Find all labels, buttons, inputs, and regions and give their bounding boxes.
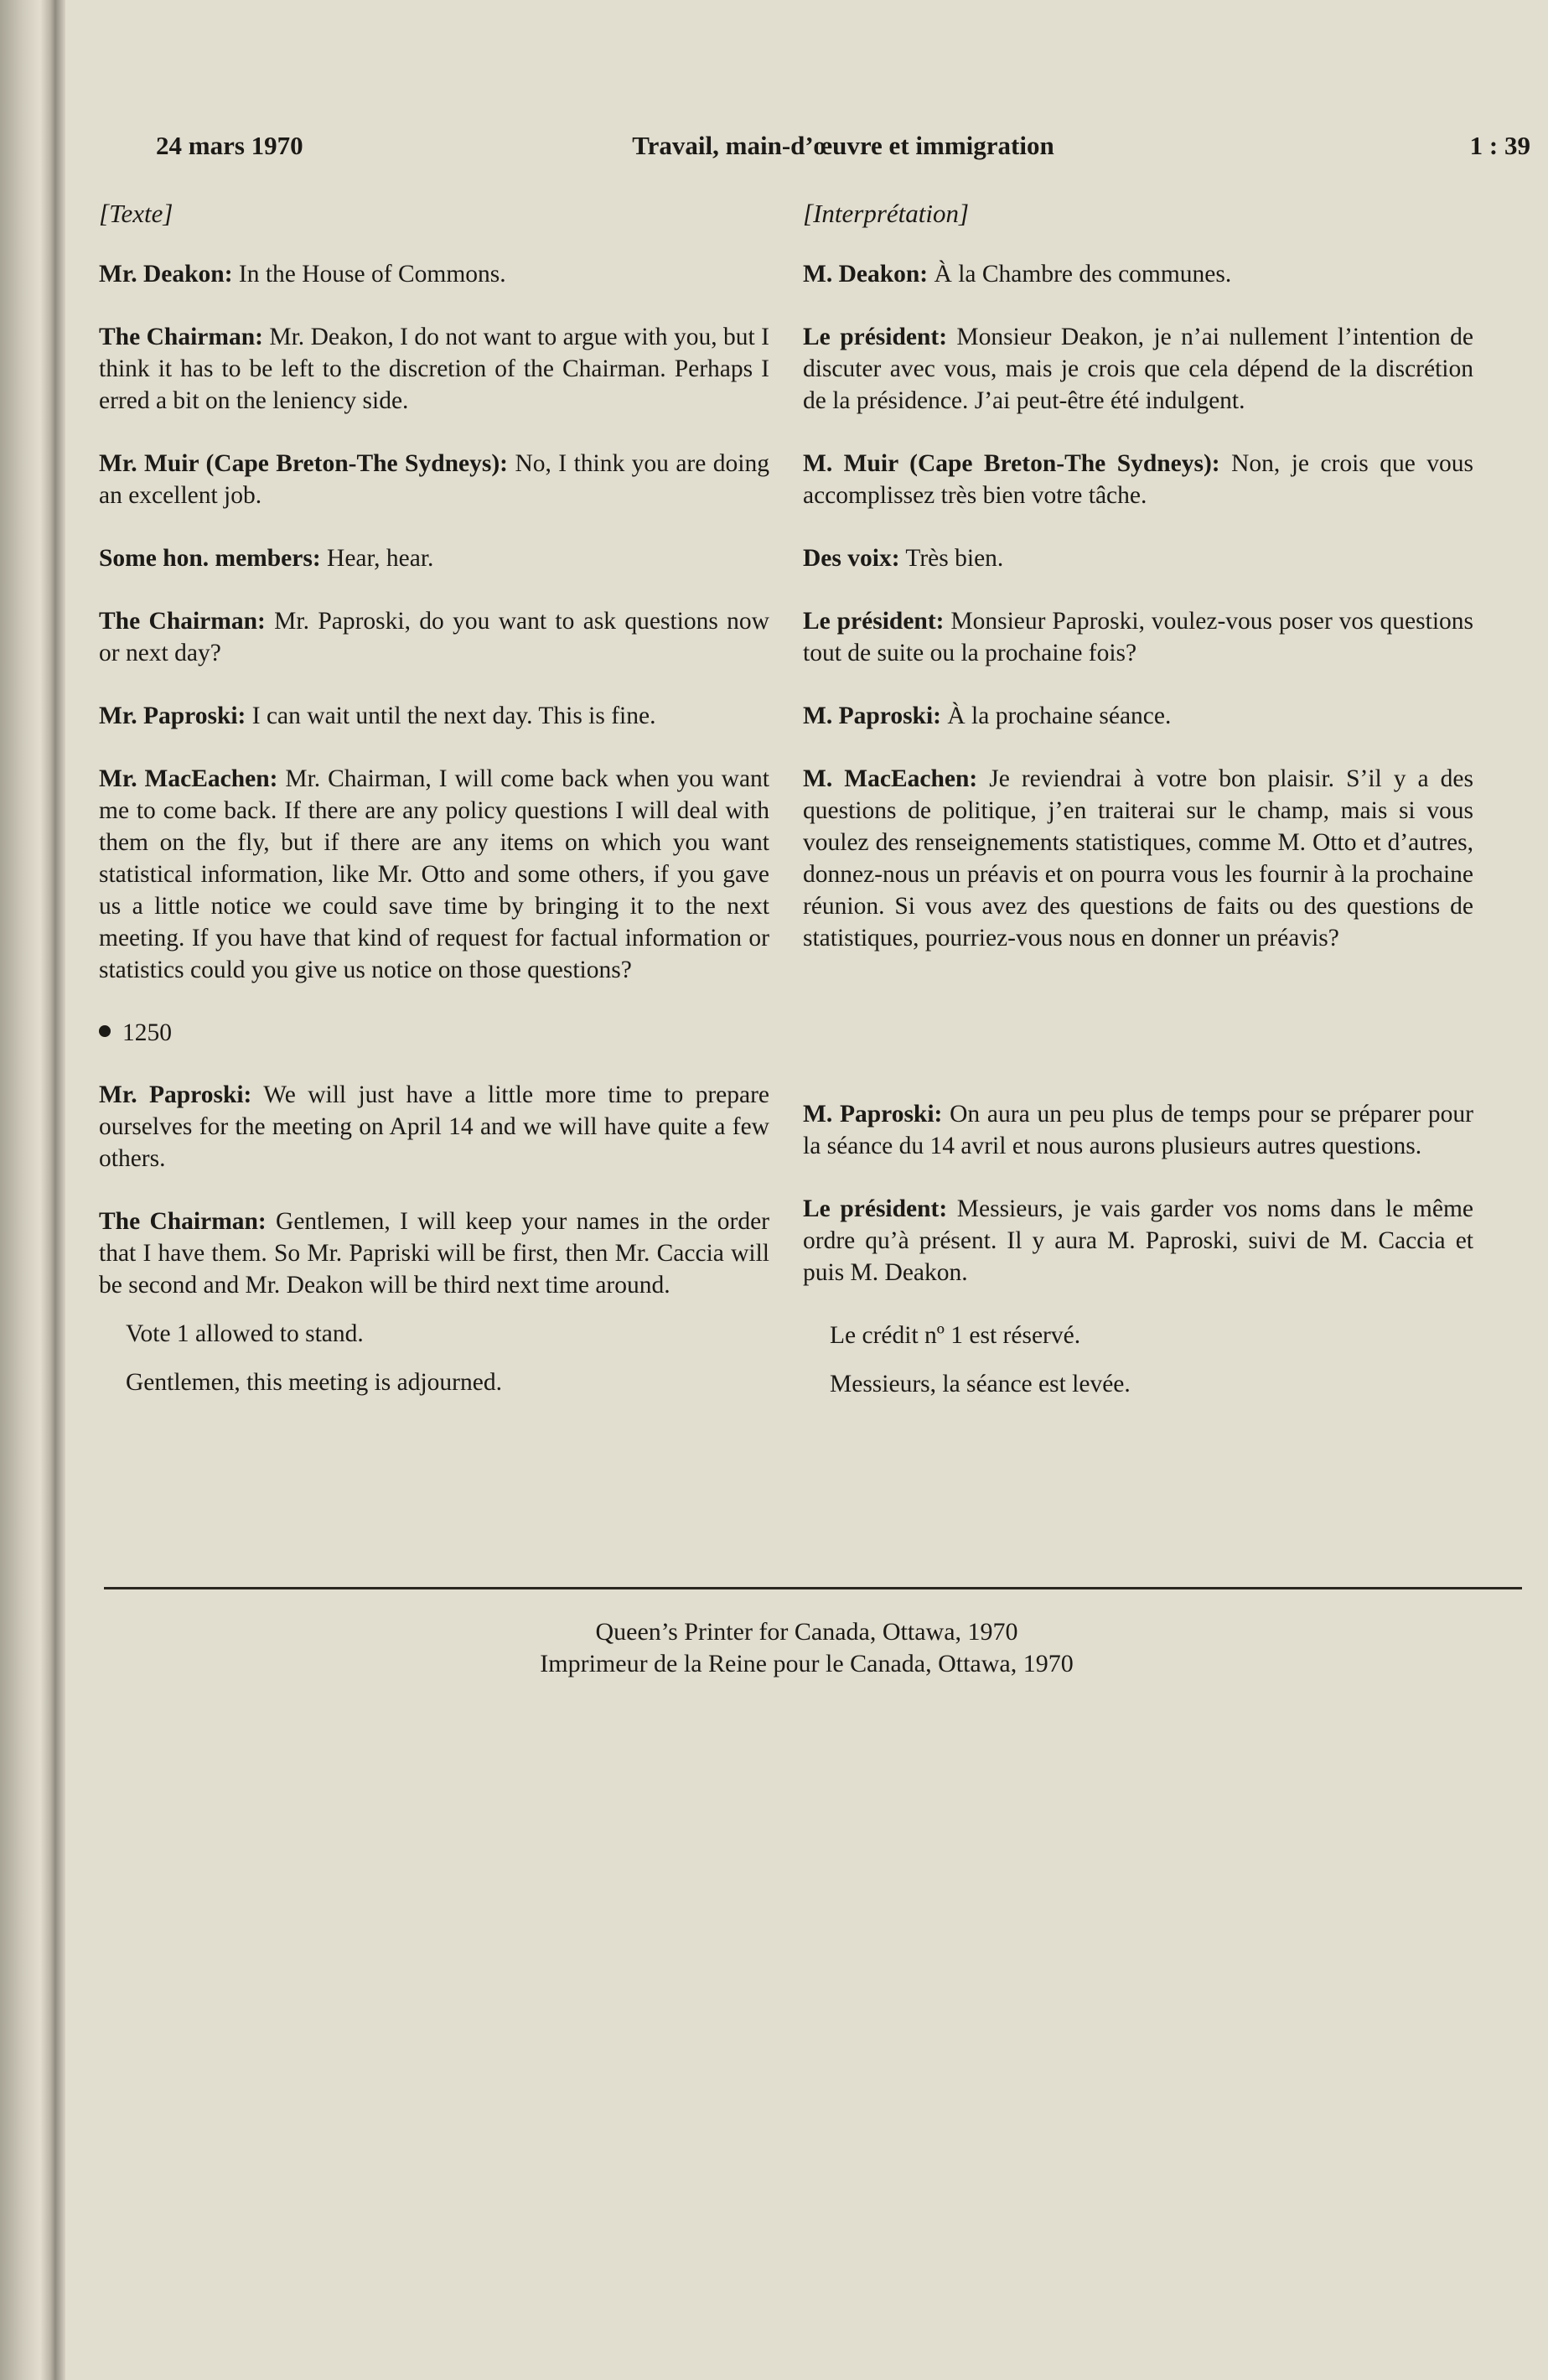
speech-text: No, I think you are doing an excellent job. [99, 450, 769, 509]
paragraph [99, 605, 769, 669]
paragraph [803, 542, 1473, 574]
speech-text: Je reviendrai à votre bon plaisir. S’il y a des questions de politique, j’en traiterai sur le champ, mais si vous voulez des renseignements statistiques, comme M. Otto et d’autres, donnez-nous un préavis et on pourra vous les fournir à la prochaine réunion. Si vous avez des questions de faits ou des questions de statistiques, pourriez-vous nous en donner un préavis? [803, 765, 1474, 951]
paragraph [803, 1098, 1473, 1162]
speaker-name: The Chairman: [99, 1208, 267, 1235]
speaker-name: The Chairman: [99, 608, 266, 635]
speaker-name: Mr. Deakon: [99, 261, 233, 288]
paragraph [99, 763, 769, 986]
paragraph [803, 258, 1473, 290]
speaker-name: Mr. Paproski: [99, 703, 246, 729]
paragraph [99, 700, 769, 732]
speaker-name: M. Deakon: [803, 261, 929, 288]
french-column [803, 198, 1473, 1417]
speaker-name: Le président: [803, 608, 945, 635]
speaker-name: M. MacEachen: [803, 765, 978, 792]
column-label-texte: [Texte] [99, 199, 173, 228]
speaker-name: Le président: [803, 1195, 948, 1222]
vote-note: Le crédit nº 1 est réservé. [830, 1322, 1081, 1349]
speaker-name: Des voix: [803, 545, 900, 572]
speaker-name: Mr. Muir (Cape Breton-The Sydneys): [99, 450, 508, 477]
printer-line-english: Queen’s Printer for Canada, Ottawa, 1970 [595, 1618, 1018, 1646]
bullet-icon [99, 1025, 111, 1037]
header-title: Travail, main-d’œuvre et immigration [632, 131, 1054, 160]
speech-text: À la prochaine séance. [941, 703, 1172, 729]
paragraph [99, 321, 769, 417]
speech-text: Non, je crois que vous accomplissez très bien votre tâche. [803, 450, 1473, 509]
speaker-name: M. Paproski: [803, 703, 941, 729]
speaker-name: Mr. Paproski: [99, 1081, 252, 1108]
paragraph [803, 700, 1473, 732]
book-binding-edge [0, 0, 65, 2380]
speech-text: Mr. Paproski, do you want to ask questions now or next day? [99, 608, 769, 666]
paragraph [99, 542, 769, 574]
paragraph [803, 448, 1473, 511]
paragraph [803, 321, 1473, 417]
time-marker-text: 1250 [122, 1019, 172, 1046]
speech-text: Mr. Deakon, I do not want to argue with you, but I think it has to be left to the discretion of the Chairman. Perhaps I erred a bit on the leniency side. [99, 324, 769, 414]
header-page-number: 1 : 39 [1469, 131, 1530, 160]
vote-note: Vote 1 allowed to stand. [126, 1320, 364, 1347]
paragraph [803, 763, 1473, 954]
speaker-name: M. Muir (Cape Breton-The Sydneys): [803, 450, 1220, 477]
paragraph [99, 258, 769, 290]
speech-text: Mr. Chairman, I will come back when you want me to come back. If there are any policy questions I will deal with them on the fly, but if there are any items on which you want statistical information, like Mr. Otto and some others, if you gave us a little notice we could save time by bringing it to the next meeting. If you have that kind of request for factual information or statistics could you give us notice on those questions? [99, 765, 769, 983]
speaker-name: M. Paproski: [803, 1101, 943, 1128]
speech-text: I can wait until the next day. This is fine. [246, 703, 656, 729]
column-label-interpretation: [Interprétation] [803, 199, 970, 228]
speaker-name: The Chairman: [99, 324, 263, 350]
speaker-name: Some hon. members: [99, 545, 321, 572]
printer-line-french: Imprimeur de la Reine pour le Canada, Ottawa, 1970 [540, 1650, 1074, 1677]
header-date: 24 mars 1970 [156, 131, 303, 160]
speech-text: Monsieur Paproski, voulez-vous poser vos questions tout de suite ou la prochaine fois? [803, 608, 1473, 666]
speech-text: Monsieur Deakon, je n’ai nullement l’intention de discuter avec vous, mais je crois que cela dépend de la discrétion de la présidence. J’ai peut-être été indulgent. [803, 324, 1473, 414]
english-column [99, 198, 769, 1415]
paragraph [803, 605, 1473, 669]
adjournment-note: Gentlemen, this meeting is adjourned. [126, 1369, 502, 1396]
paragraph [99, 448, 769, 511]
printer-imprint [65, 1616, 1548, 1680]
paragraph [99, 1079, 769, 1174]
speech-text: Gentlemen, I will keep your names in the order that I have them. So Mr. Papriski will be first, then Mr. Caccia will be second and Mr. Deakon will be third next time around. [99, 1208, 769, 1299]
speech-text: Messieurs, je vais garder vos noms dans le même ordre qu’à présent. Il y aura M. Paproski, suivi de M. Caccia et puis M. Deakon. [803, 1195, 1473, 1286]
horizontal-rule [104, 1587, 1522, 1589]
time-marker [99, 1017, 769, 1049]
speaker-name: Le président: [803, 324, 948, 350]
document-page [65, 0, 1548, 2380]
speech-text: Très bien. [899, 545, 1004, 572]
running-header [156, 131, 1530, 164]
paragraph [99, 1206, 769, 1301]
speech-text: À la Chambre des communes. [928, 261, 1232, 288]
paragraph [803, 1193, 1473, 1289]
speech-text: We will just have a little more time to prepare ourselves for the meeting on April 14 and we will have quite a few others. [99, 1081, 769, 1172]
speaker-name: Mr. MacEachen: [99, 765, 278, 792]
speech-text: Hear, hear. [320, 545, 434, 572]
speech-text: In the House of Commons. [232, 261, 506, 288]
adjournment-note: Messieurs, la séance est levée. [830, 1371, 1131, 1397]
speech-text: On aura un peu plus de temps pour se préparer pour la séance du 14 avril et nous aurons plusieurs autres questions. [803, 1101, 1473, 1159]
